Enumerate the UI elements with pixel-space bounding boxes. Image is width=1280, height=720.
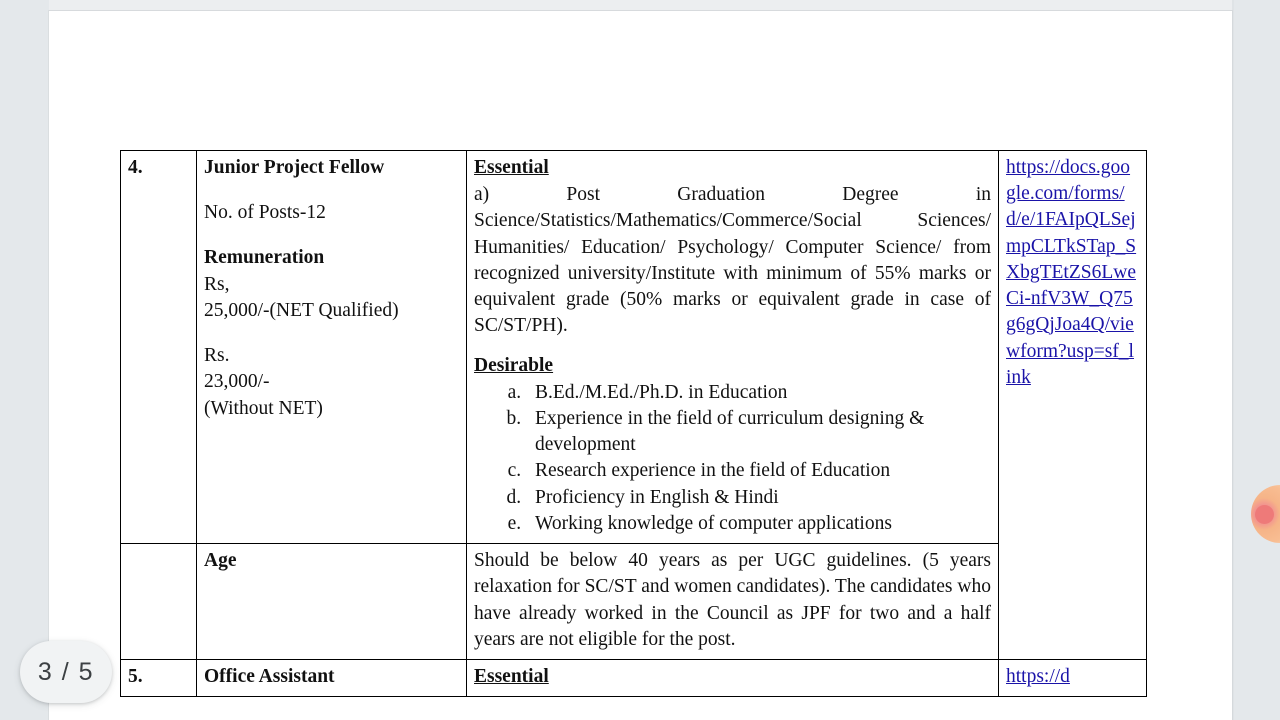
row-number-cell <box>121 659 197 696</box>
table-row <box>121 659 1147 696</box>
desirable-heading: Desirable <box>474 354 554 376</box>
qualification-cell <box>467 151 999 544</box>
age-criteria-cell <box>467 544 999 660</box>
list-item: a. B.Ed./M.Ed./Ph.D. in Education <box>526 380 991 406</box>
post-details-cell <box>197 659 467 696</box>
page-number-indicator <box>20 641 112 703</box>
remuneration-amount-without-net: 23,000/- <box>204 371 270 393</box>
age-criteria-text: Should be below 40 years as per UGC guidelines. (5 years relaxation for SC/ST and women candidates). The candidates who have already worked in the Council as JPF for two and a half years are not eligible for the post. <box>474 550 991 650</box>
recruitment-table <box>120 150 1147 697</box>
age-label: Age <box>204 550 237 572</box>
list-item: c. Research experience in the field of Education <box>526 458 991 484</box>
remuneration-currency-2: Rs. <box>204 345 230 367</box>
essential-text: a) Post Graduation Degree in Science/Statistics/Mathematics/Commerce/Social Sciences/ Humanities/ Education/ Psychology/ Computer Science/ from recognized university/Institute with minimum of 55% marks or equivalent grade (50% marks or equivalent grade in case of SC/ST/PH). <box>474 184 991 337</box>
page-number-text: 3 / 5 <box>37 657 95 686</box>
post-title: Junior Project Fellow <box>204 157 385 178</box>
remuneration-note: (Without NET) <box>204 397 323 419</box>
age-label-cell <box>197 544 467 660</box>
qualification-cell <box>467 659 999 696</box>
essential-heading: Essential <box>474 665 549 687</box>
document-page <box>49 11 1232 720</box>
table-row <box>121 544 1147 660</box>
page-right-edge <box>1232 0 1234 720</box>
remuneration-currency-1: Rs, <box>204 273 230 295</box>
application-link-cell <box>999 659 1147 696</box>
application-form-link[interactable]: https://d <box>1006 665 1070 687</box>
remuneration-heading: Remuneration <box>204 247 325 269</box>
page-top-band <box>49 0 1232 11</box>
spacer <box>204 324 459 343</box>
list-item: d. Proficiency in English & Hindi <box>526 485 991 511</box>
cursor-highlight-core <box>1255 505 1274 524</box>
application-link-cell <box>999 151 1147 660</box>
spacer <box>474 340 991 353</box>
row-number-text: 5. <box>128 665 143 687</box>
spacer <box>204 181 459 200</box>
number-of-posts: No. of Posts-12 <box>204 202 326 224</box>
post-title: Office Assistant <box>204 665 335 687</box>
application-form-link[interactable]: https://docs.google.com/forms/d/e/1FAIpQLSejmpCLTkSTap_SXbgTEtZS6LweCi-nfV3W_Q75g6gQjJoa4Q/viewform?usp=sf_link <box>1006 157 1137 388</box>
row-number-cell: 4. <box>121 151 197 544</box>
post-details-cell <box>197 151 467 544</box>
table-row <box>121 151 1147 544</box>
remuneration-amount-net: 25,000/-(NET Qualified) <box>204 299 399 321</box>
cursor-highlight-halo <box>1251 485 1280 543</box>
desirable-list <box>474 380 991 537</box>
spacer <box>204 226 459 245</box>
list-item: e. Working knowledge of computer applications <box>526 511 991 537</box>
essential-heading: Essential <box>474 157 549 178</box>
row-number-cell-empty <box>121 544 197 660</box>
list-item: b. Experience in the field of curriculum designing & development <box>526 406 991 458</box>
